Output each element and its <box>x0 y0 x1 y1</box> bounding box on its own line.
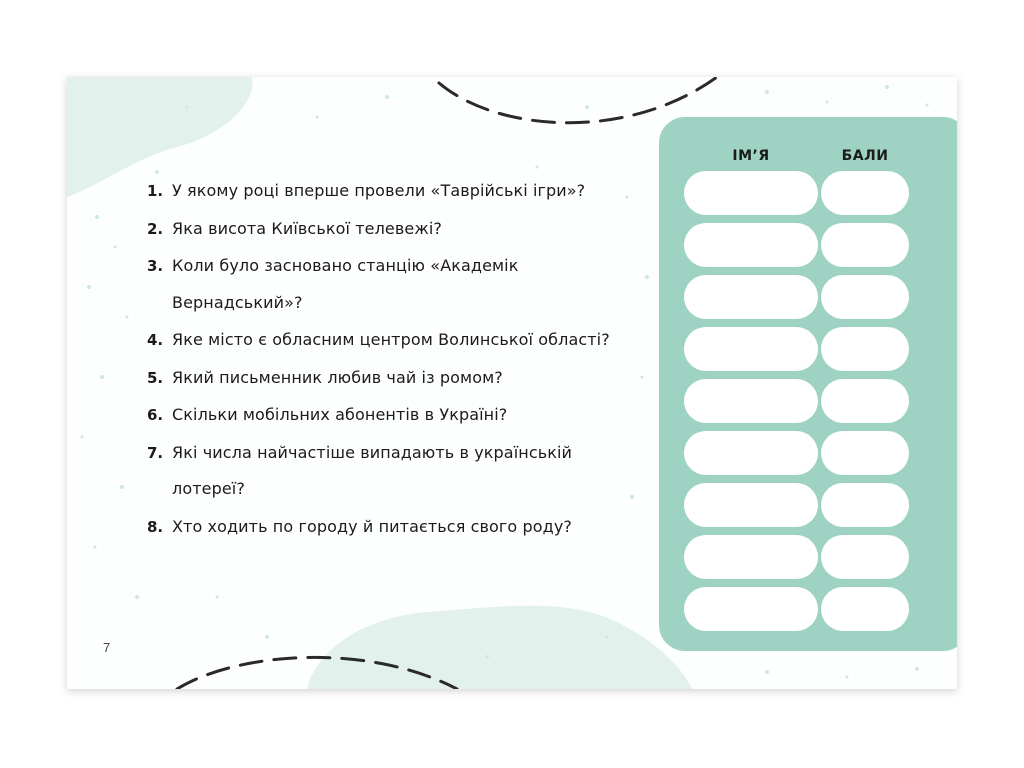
score-table-panel <box>659 117 957 651</box>
question-item <box>147 173 627 210</box>
score-field[interactable] <box>821 223 909 267</box>
name-field[interactable] <box>684 431 818 475</box>
score-field[interactable] <box>821 483 909 527</box>
score-row <box>684 431 924 475</box>
score-field[interactable] <box>821 535 909 579</box>
score-row <box>684 587 924 631</box>
question-text: Яке місто є обласним центром Волинської області? <box>172 330 610 349</box>
name-field[interactable] <box>684 171 818 215</box>
name-field[interactable] <box>684 223 818 267</box>
question-item <box>147 322 627 359</box>
score-field[interactable] <box>821 587 909 631</box>
question-number: 7. <box>147 443 164 462</box>
score-field[interactable] <box>821 379 909 423</box>
worksheet-page <box>67 77 957 689</box>
question-item <box>147 360 627 397</box>
question-number: 3. <box>147 257 164 275</box>
score-field[interactable] <box>821 431 909 475</box>
quiz-question-list <box>147 173 627 546</box>
question-text: Який письменник любив чай із ромом? <box>172 367 503 387</box>
score-row <box>684 275 924 319</box>
name-field[interactable] <box>684 535 818 579</box>
question-text: Які числа найчастіше випадають в українській лотереї? <box>172 442 573 498</box>
score-row <box>684 327 924 371</box>
question-text: У якому році вперше провели «Таврійські ігри»? <box>172 181 586 200</box>
name-field[interactable] <box>684 327 818 371</box>
question-text: Хто ходить по городу й питається свого роду? <box>172 516 572 536</box>
question-text: Скільки мобільних абонентів в Україні? <box>172 405 508 424</box>
question-number: 2. <box>147 219 164 238</box>
top-dashed-arc <box>439 77 717 123</box>
question-item <box>147 248 627 321</box>
question-item <box>147 211 627 248</box>
name-field[interactable] <box>684 483 818 527</box>
page-number: 7 <box>103 640 111 655</box>
question-text: Яка висота Київської телевежі? <box>172 218 442 238</box>
score-rows <box>684 171 924 639</box>
question-text: Коли було засновано станцію «Академік Вернадський»? <box>172 256 519 312</box>
question-number: 5. <box>147 368 164 387</box>
score-row <box>684 171 924 215</box>
question-item <box>147 397 627 434</box>
question-number: 8. <box>147 517 164 536</box>
bottom-blob <box>307 606 692 689</box>
question-item <box>147 509 627 546</box>
score-row <box>684 483 924 527</box>
name-field[interactable] <box>684 379 818 423</box>
question-item <box>147 435 627 508</box>
question-number: 6. <box>147 406 164 424</box>
name-field[interactable] <box>684 275 818 319</box>
score-field[interactable] <box>821 171 909 215</box>
name-column-header: ІМ’Я <box>732 148 770 164</box>
question-number: 1. <box>147 182 164 200</box>
score-field[interactable] <box>821 327 909 371</box>
name-field[interactable] <box>684 587 818 631</box>
score-row <box>684 223 924 267</box>
score-row <box>684 379 924 423</box>
question-number: 4. <box>147 331 164 349</box>
score-field[interactable] <box>821 275 909 319</box>
score-column-header: БАЛИ <box>841 148 889 164</box>
score-row <box>684 535 924 579</box>
